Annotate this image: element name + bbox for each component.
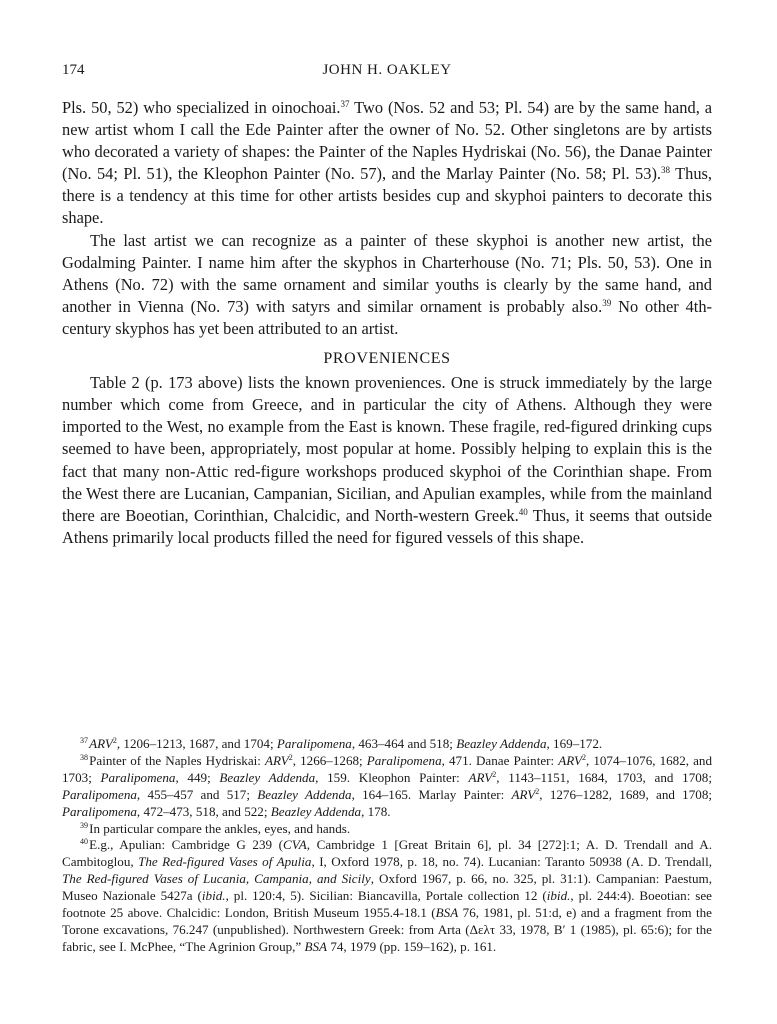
footnote-ref-38[interactable]: 38 [661,165,670,176]
footnote-38: $^{38}$ Painter of the Naples Hydriskai: ARV$^2$, 1266–1268; Paralipomena, 471. Danae Painter: ARV$^2$, 1074–1076, 1682, and 1703; Paralipomena, 449; Beazley Addenda, 159. Kleophon Painter: ARV$^2$, 1143–1151, 1684, 1703, and 1708; Paralipomena, 455–457 and 517; Beazley Addenda, 164–165. Marlay Painter: ARV$^2$, 1276–1282, 1689, and 1708; Paralipomena, 472–473, 518, and 522; Beazley Addenda, 178. [62,752,713,819]
footnote-37: $^{37}$ ARV$^2$, 1206–1213, 1687, and 1704; Paralipomena, 463–464 and 518; Beazley Addenda, 169–172. [80,736,603,751]
running-head: JOHN H. OAKLEY [322,62,452,78]
paragraph-1: Pls. 50, 52) who specialized in oinochoai.$^{37}$ Two (Nos. 52 and 53; Pl. 54) are by the same hand, a new artist whom I call the Ede Painter after the owner of No. 52. Other singletons are by artists who decorated a variety of shapes: the Painter of the Naples Hydriskai (No. 56), the Danae Painter (No. 54; Pl. 51), the Kleophon Painter (No. 57), and the Marlay Painter (No. 58; Pl. 53).$^{38}$ Thus, there is a tendency at this time for other artists besides cup and skyphoi painters to decorate this shape. [62,98,712,228]
footnote-39: $^{39}$ In particular compare the ankles, eyes, and hands. [80,820,351,836]
footnotes [62,736,712,956]
page-header [62,62,712,84]
body-text [62,97,712,549]
footnote-ref-37[interactable]: 37 [340,99,350,109]
footnote-ref-39[interactable]: 39 [602,297,612,308]
paragraph-3: Table 2 (p. 173 above) lists the known proveniences. One is struck immediately by the large number which come from Greece, and in particular the city of Athens. Although they were imported to the West, no example from the East is known. These fragile, red-figured drinking cups seemed to have been, appropriately, most popular at home. Possibly helping to explain this is the fact that many non-Attic red-figure workshops produced skyphoi of the Corinthian shape. From the West there are Lucanian, Campanian, Sicilian, and Apulian examples, while from the mainland there are Boeotian, Corinthian, Chalcidic, and North-western Greek.$^{40}$ Thus, it seems that outside Athens primarily local products filled the need for figured vessels of this shape. [62,373,712,547]
page-number: 174 [62,62,85,78]
footnote-40: $^{40}$ E.g., Apulian: Cambridge G 239 (CVA, Cambridge 1 [Great Britain 6], pl. 34 [272]:1; A. D. Trendall and A. Cambitoglou, The Red-figured Vases of Apulia, I, Oxford 1978, p. 18, no. 74). Lucanian: Taranto 50938 (A. D. Trendall, The Red-figured Vases of Lucania, Campania, and Sicily, Oxford 1967, p. 66, no. 325, pl. 31:1). Campanian: Paestum, Museo Nazionale 5427a (ibid., pl. 120:4, 5). Sicilian: Biancavilla, Portale collection 12 (ibid., pl. 244:4). Boeotian: see footnote 25 above. Chalcidic: London, British Museum 1955.4-18.1 (BSA 76, 1981, pl. 51:d, e) and a fragment from the Torone excavations, 76.247 (unpublished). Northwestern Greek: from Arta (Δελτ 33, 1978, Β′ 1 (1985), pl. 65:6); for the fabric, see I. McPhee, “The Agrinion Group,” BSA 74, 1979 (pp. 159–162), p. 161. [62,837,713,954]
section-heading: PROVENIENCES [323,350,451,368]
paragraph-2: The last artist we can recognize as a painter of these skyphoi is another new artist, the Godalming Painter. I name him after the skyphos in Charterhouse (No. 71; Pls. 50, 53). One in Athens (No. 72) with the same ornament and similar youths is clearly by the same hand, and another in Vienna (No. 73) with satyrs and similar ornament is probably also.$^{39}$ No other 4th-century skyphos has yet been attributed to an artist. [62,230,712,338]
footnote-ref-40[interactable]: 40 [518,506,528,517]
